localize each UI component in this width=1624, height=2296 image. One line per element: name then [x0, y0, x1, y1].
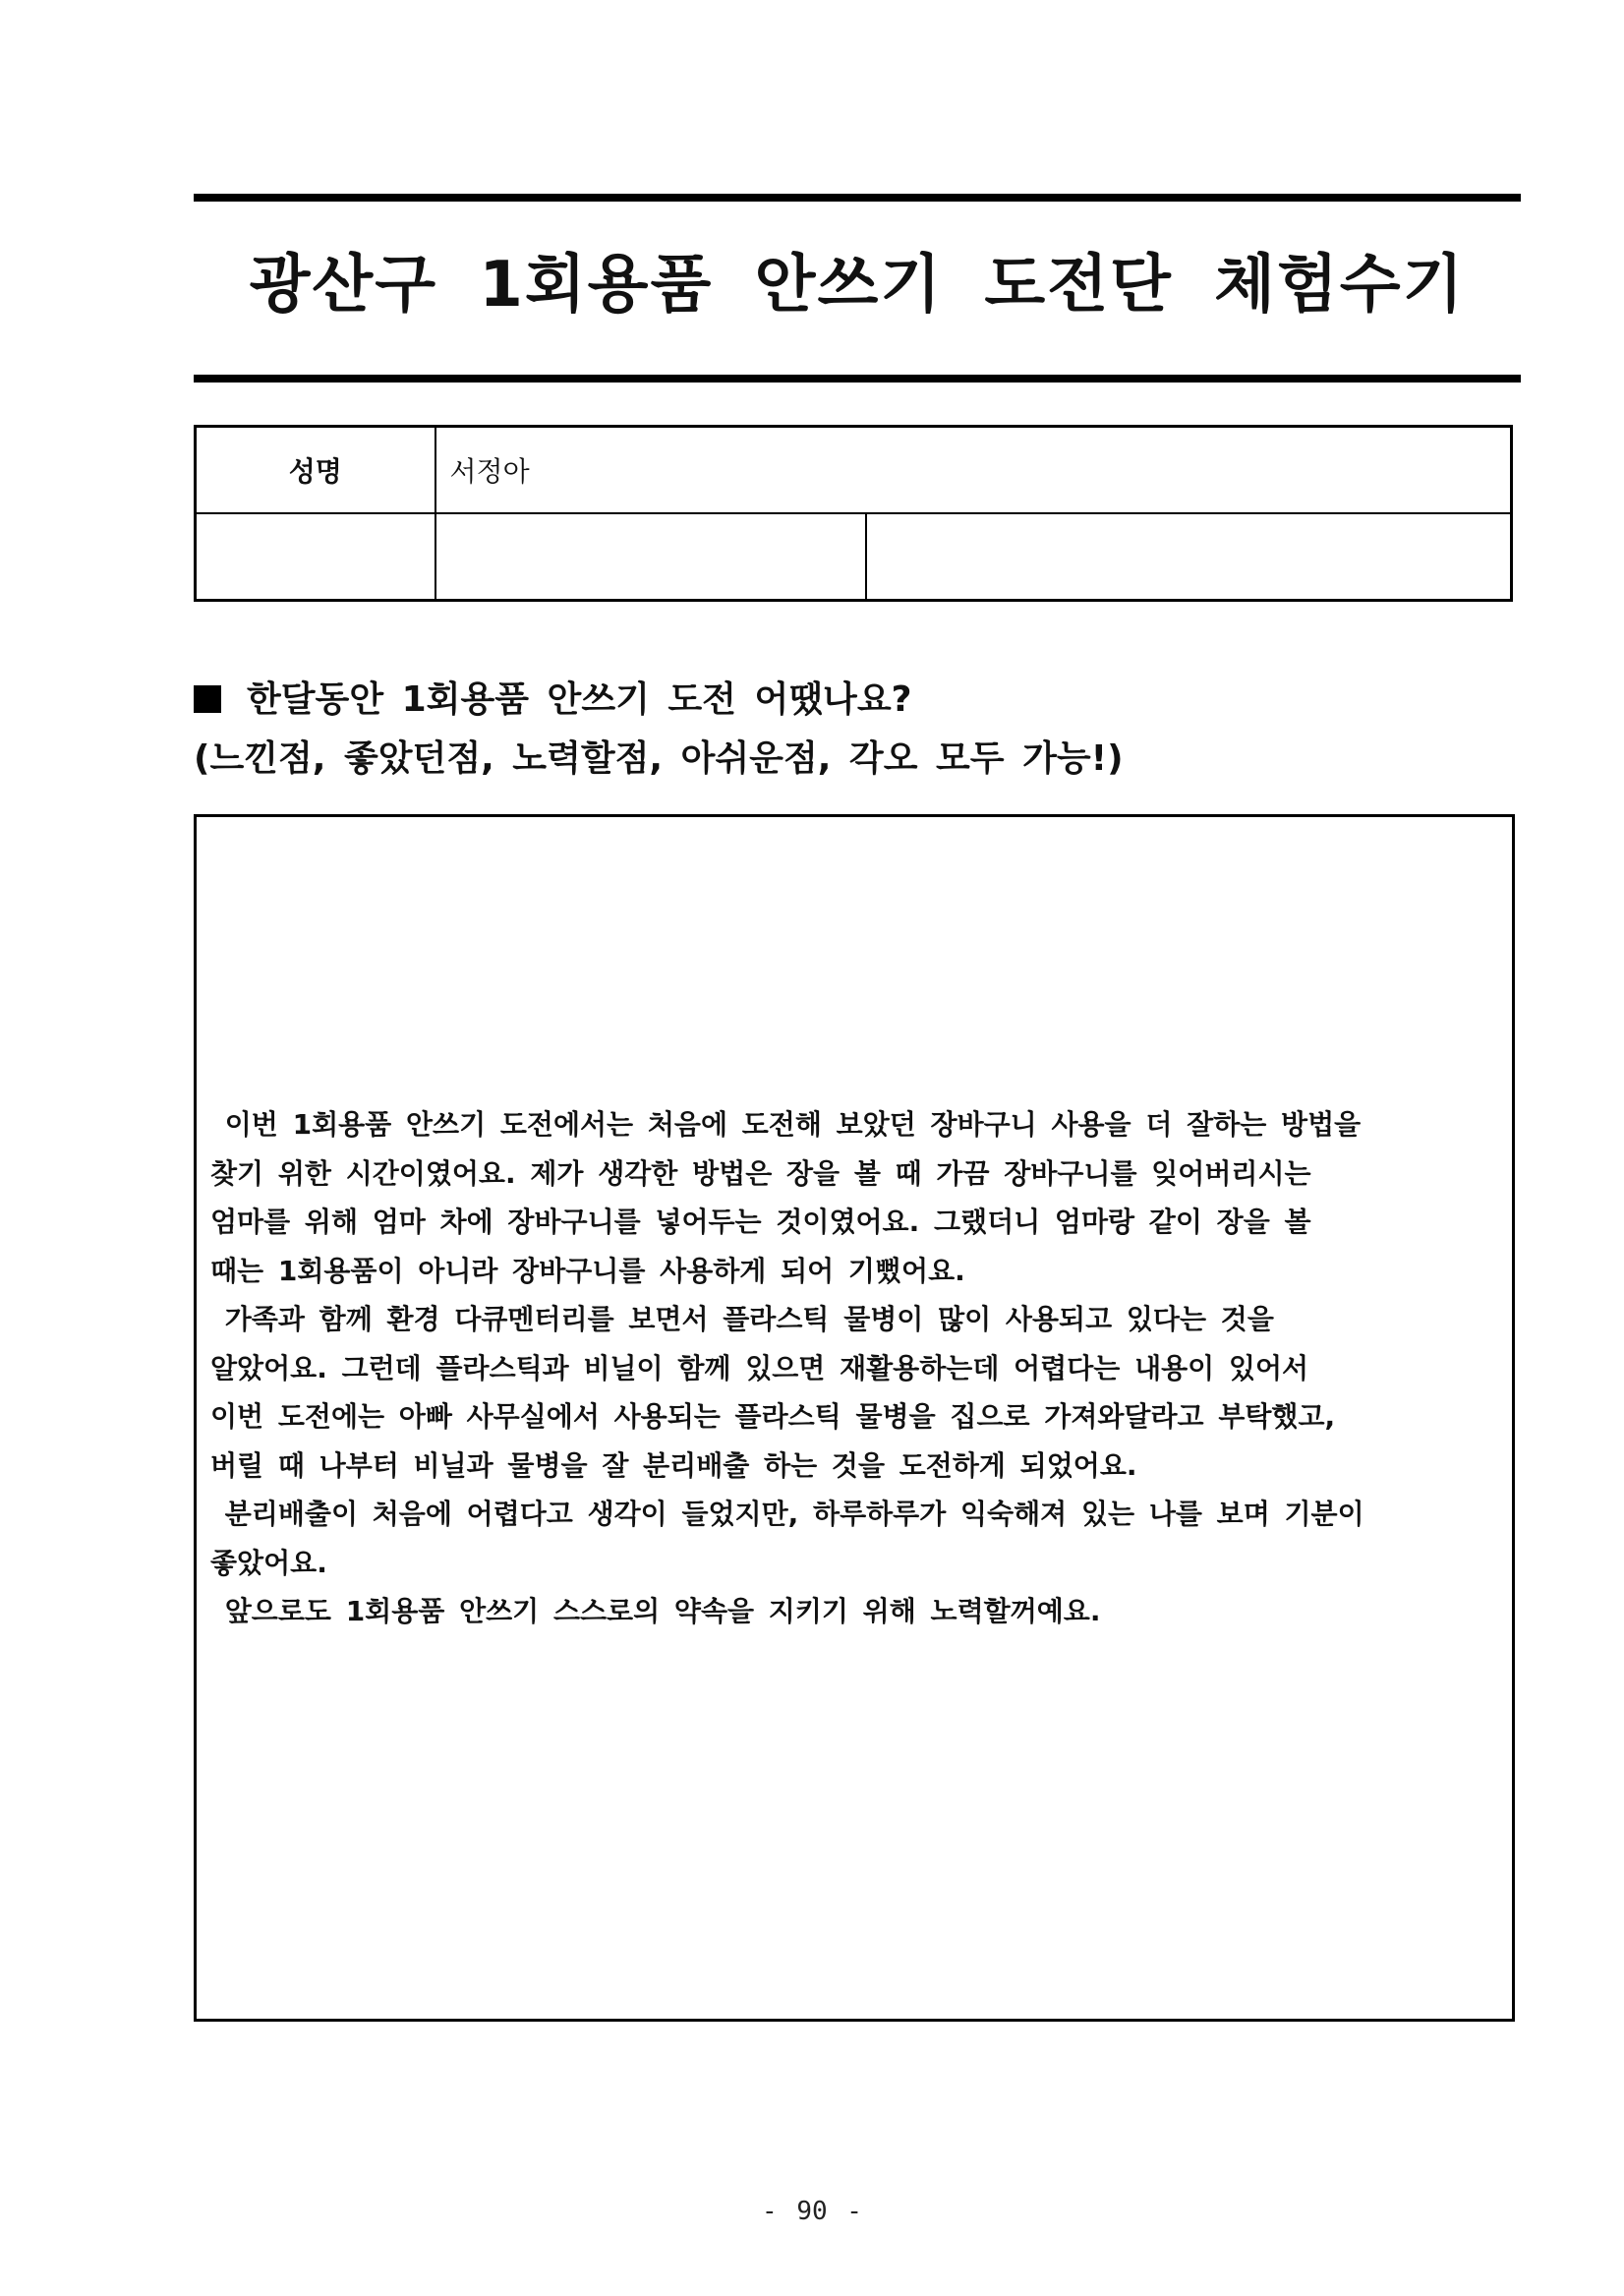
empty-cell-3: [866, 513, 1512, 601]
square-bullet-icon: [194, 685, 221, 713]
document-title: 광산구 1회용품 안쓰기 도전단 체험수기: [249, 249, 1466, 322]
title-bottom-rule: [194, 375, 1521, 383]
answer-line: 찾기 위한 시간이였어요. 제가 생각한 방법은 장을 볼 때 가끔 장바구니를 잊어버리시는: [210, 1156, 1311, 1190]
title-top-rule: [194, 194, 1521, 202]
answer-line: 버릴 때 나부터 비닐과 물병을 잘 분리배출 하는 것을 도전하게 되었어요.: [210, 1448, 1137, 1482]
empty-cell-1: [196, 513, 435, 601]
question-heading: [194, 671, 1531, 789]
info-table: [194, 425, 1513, 602]
answer-line: 이번 도전에는 아빠 사무실에서 사용되는 플라스틱 물병을 집으로 가져와달라고 부탁했고,: [210, 1400, 1336, 1433]
answer-line: 엄마를 위해 엄마 차에 장바구니를 넣어두는 것이였어요. 그랬더니 엄마랑 같이 장을 볼: [210, 1206, 1311, 1238]
info-row-name: [196, 427, 1512, 514]
question-line-2: (느낀점, 좋았던점, 노력할점, 아쉬운점, 각오 모두 가능!): [194, 738, 1124, 779]
name-value: 서정아: [435, 427, 1512, 514]
question-line-1: [194, 671, 1531, 730]
empty-cell-2: [435, 513, 866, 601]
name-label: 성명: [196, 427, 435, 514]
answer-line: 앞으로도 1회용품 안쓰기 스스로의 약속을 지키기 위해 노력할꺼예요.: [210, 1595, 1101, 1627]
question-text: 한달동안 1회용품 안쓰기 도전 어땠나요?: [247, 679, 912, 720]
answer-box: [194, 814, 1515, 2022]
answer-text: [210, 1100, 1510, 1636]
answer-line: 이번 1회용품 안쓰기 도전에서는 처음에 도전해 보았던 장바구니 사용을 더 잘하는 방법을: [210, 1108, 1362, 1141]
answer-line: 좋았어요.: [210, 1546, 327, 1579]
info-row-empty: [196, 513, 1512, 601]
answer-line: 때는 1회용품이 아니라 장바구니를 사용하게 되어 기뻤어요.: [210, 1254, 965, 1287]
page-number: - 90 -: [762, 2197, 862, 2226]
answer-line: 분리배출이 처음에 어렵다고 생각이 들었지만, 하루하루가 익숙해져 있는 나를 보며 기분이: [210, 1498, 1364, 1530]
answer-line: 알았어요. 그런데 플라스틱과 비닐이 함께 있으면 재활용하는데 어렵다는 내용이 있어서: [210, 1351, 1309, 1384]
answer-line: 가족과 함께 환경 다큐멘터리를 보면서 플라스틱 물병이 많이 사용되고 있다는 것을: [210, 1303, 1274, 1335]
